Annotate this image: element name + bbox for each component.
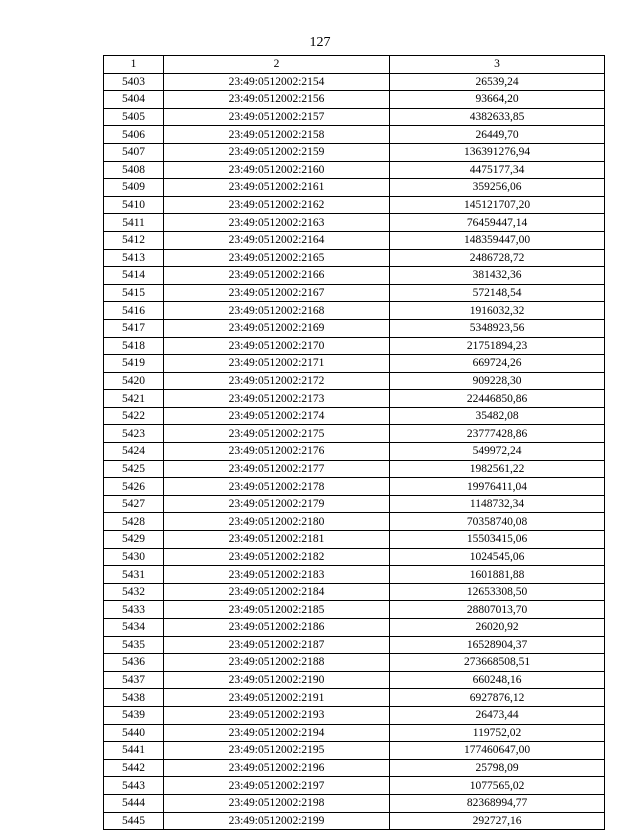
cadastral-number-cell: 23:49:0512002:2171 bbox=[164, 355, 390, 373]
cadastral-number-cell: 23:49:0512002:2154 bbox=[164, 73, 390, 91]
row-number-cell: 5429 bbox=[104, 531, 164, 549]
cadastral-number-cell: 23:49:0512002:2163 bbox=[164, 214, 390, 232]
table-row bbox=[104, 249, 605, 267]
cadastral-number-cell: 23:49:0512002:2179 bbox=[164, 495, 390, 513]
cadastral-number-cell: 23:49:0512002:2174 bbox=[164, 407, 390, 425]
value-cell: 26020,92 bbox=[390, 619, 605, 637]
cadastral-number-cell: 23:49:0512002:2159 bbox=[164, 143, 390, 161]
cadastral-number-cell: 23:49:0512002:2173 bbox=[164, 390, 390, 408]
cadastral-number-cell: 23:49:0512002:2166 bbox=[164, 267, 390, 285]
table-row bbox=[104, 671, 605, 689]
table-row bbox=[104, 143, 605, 161]
cadastral-number-cell: 23:49:0512002:2158 bbox=[164, 126, 390, 144]
row-number-cell: 5436 bbox=[104, 654, 164, 672]
value-cell: 22446850,86 bbox=[390, 390, 605, 408]
cadastral-number-cell: 23:49:0512002:2157 bbox=[164, 108, 390, 126]
row-number-cell: 5431 bbox=[104, 566, 164, 584]
table-row bbox=[104, 91, 605, 109]
row-number-cell: 5414 bbox=[104, 267, 164, 285]
data-table bbox=[103, 55, 605, 830]
cadastral-number-cell: 23:49:0512002:2170 bbox=[164, 337, 390, 355]
value-cell: 70358740,08 bbox=[390, 513, 605, 531]
value-cell: 25798,09 bbox=[390, 759, 605, 777]
cadastral-number-cell: 23:49:0512002:2194 bbox=[164, 724, 390, 742]
row-number-cell: 5430 bbox=[104, 548, 164, 566]
value-cell: 76459447,14 bbox=[390, 214, 605, 232]
table-row bbox=[104, 583, 605, 601]
row-number-cell: 5407 bbox=[104, 143, 164, 161]
row-number-cell: 5408 bbox=[104, 161, 164, 179]
table-row bbox=[104, 443, 605, 461]
row-number-cell: 5443 bbox=[104, 777, 164, 795]
cadastral-number-cell: 23:49:0512002:2197 bbox=[164, 777, 390, 795]
cadastral-number-cell: 23:49:0512002:2198 bbox=[164, 794, 390, 812]
value-cell: 6927876,12 bbox=[390, 689, 605, 707]
table-row bbox=[104, 73, 605, 91]
value-cell: 2486728,72 bbox=[390, 249, 605, 267]
table-row bbox=[104, 742, 605, 760]
cadastral-number-cell: 23:49:0512002:2161 bbox=[164, 179, 390, 197]
value-cell: 5348923,56 bbox=[390, 319, 605, 337]
cadastral-number-cell: 23:49:0512002:2176 bbox=[164, 443, 390, 461]
table-row bbox=[104, 548, 605, 566]
row-number-cell: 5420 bbox=[104, 372, 164, 390]
value-cell: 1077565,02 bbox=[390, 777, 605, 795]
value-cell: 1982561,22 bbox=[390, 460, 605, 478]
page-number: 127 bbox=[309, 35, 331, 50]
value-cell: 148359447,00 bbox=[390, 231, 605, 249]
row-number-cell: 5417 bbox=[104, 319, 164, 337]
table-row bbox=[104, 794, 605, 812]
cadastral-number-cell: 23:49:0512002:2177 bbox=[164, 460, 390, 478]
value-cell: 177460647,00 bbox=[390, 742, 605, 760]
cadastral-number-cell: 23:49:0512002:2168 bbox=[164, 302, 390, 320]
cadastral-number-cell: 23:49:0512002:2191 bbox=[164, 689, 390, 707]
table-row bbox=[104, 319, 605, 337]
row-number-cell: 5439 bbox=[104, 706, 164, 724]
table-row bbox=[104, 724, 605, 742]
cadastral-number-cell: 23:49:0512002:2156 bbox=[164, 91, 390, 109]
row-number-cell: 5424 bbox=[104, 443, 164, 461]
row-number-cell: 5426 bbox=[104, 478, 164, 496]
table-header bbox=[104, 56, 605, 74]
cadastral-number-cell: 23:49:0512002:2195 bbox=[164, 742, 390, 760]
row-number-cell: 5444 bbox=[104, 794, 164, 812]
value-cell: 35482,08 bbox=[390, 407, 605, 425]
cadastral-number-cell: 23:49:0512002:2190 bbox=[164, 671, 390, 689]
cadastral-number-cell: 23:49:0512002:2178 bbox=[164, 478, 390, 496]
cadastral-number-cell: 23:49:0512002:2186 bbox=[164, 619, 390, 637]
table-row bbox=[104, 302, 605, 320]
row-number-cell: 5410 bbox=[104, 196, 164, 214]
row-number-cell: 5406 bbox=[104, 126, 164, 144]
cadastral-number-cell: 23:49:0512002:2165 bbox=[164, 249, 390, 267]
table-row bbox=[104, 689, 605, 707]
value-cell: 572148,54 bbox=[390, 284, 605, 302]
table-row bbox=[104, 179, 605, 197]
value-cell: 145121707,20 bbox=[390, 196, 605, 214]
row-number-cell: 5440 bbox=[104, 724, 164, 742]
table-row bbox=[104, 531, 605, 549]
value-cell: 909228,30 bbox=[390, 372, 605, 390]
value-cell: 15503415,06 bbox=[390, 531, 605, 549]
row-number-cell: 5421 bbox=[104, 390, 164, 408]
value-cell: 93664,20 bbox=[390, 91, 605, 109]
table-header-row bbox=[104, 56, 605, 74]
table-row bbox=[104, 706, 605, 724]
value-cell: 12653308,50 bbox=[390, 583, 605, 601]
table-row bbox=[104, 759, 605, 777]
table-row bbox=[104, 372, 605, 390]
row-number-cell: 5415 bbox=[104, 284, 164, 302]
cadastral-number-cell: 23:49:0512002:2169 bbox=[164, 319, 390, 337]
value-cell: 273668508,51 bbox=[390, 654, 605, 672]
value-cell: 4382633,85 bbox=[390, 108, 605, 126]
cadastral-number-cell: 23:49:0512002:2172 bbox=[164, 372, 390, 390]
table-row bbox=[104, 126, 605, 144]
cadastral-number-cell: 23:49:0512002:2183 bbox=[164, 566, 390, 584]
table-row bbox=[104, 425, 605, 443]
table-row bbox=[104, 812, 605, 830]
cadastral-number-cell: 23:49:0512002:2199 bbox=[164, 812, 390, 830]
row-number-cell: 5416 bbox=[104, 302, 164, 320]
row-number-cell: 5435 bbox=[104, 636, 164, 654]
cadastral-number-cell: 23:49:0512002:2181 bbox=[164, 531, 390, 549]
table-row bbox=[104, 390, 605, 408]
value-cell: 549972,24 bbox=[390, 443, 605, 461]
table-row bbox=[104, 108, 605, 126]
row-number-cell: 5419 bbox=[104, 355, 164, 373]
table-row bbox=[104, 601, 605, 619]
row-number-cell: 5425 bbox=[104, 460, 164, 478]
row-number-cell: 5409 bbox=[104, 179, 164, 197]
row-number-cell: 5438 bbox=[104, 689, 164, 707]
value-cell: 4475177,34 bbox=[390, 161, 605, 179]
cadastral-number-cell: 23:49:0512002:2180 bbox=[164, 513, 390, 531]
row-number-cell: 5413 bbox=[104, 249, 164, 267]
table-row bbox=[104, 460, 605, 478]
value-cell: 82368994,77 bbox=[390, 794, 605, 812]
cadastral-number-cell: 23:49:0512002:2175 bbox=[164, 425, 390, 443]
header-cell-3: 3 bbox=[390, 56, 605, 74]
cadastral-number-cell: 23:49:0512002:2162 bbox=[164, 196, 390, 214]
value-cell: 16528904,37 bbox=[390, 636, 605, 654]
row-number-cell: 5432 bbox=[104, 583, 164, 601]
cadastral-number-cell: 23:49:0512002:2160 bbox=[164, 161, 390, 179]
row-number-cell: 5427 bbox=[104, 495, 164, 513]
row-number-cell: 5437 bbox=[104, 671, 164, 689]
table-row bbox=[104, 284, 605, 302]
cadastral-number-cell: 23:49:0512002:2196 bbox=[164, 759, 390, 777]
value-cell: 1601881,88 bbox=[390, 566, 605, 584]
row-number-cell: 5441 bbox=[104, 742, 164, 760]
header-cell-1: 1 bbox=[104, 56, 164, 74]
table-body bbox=[104, 73, 605, 830]
value-cell: 23777428,86 bbox=[390, 425, 605, 443]
table-row bbox=[104, 566, 605, 584]
value-cell: 19976411,04 bbox=[390, 478, 605, 496]
header-cell-2: 2 bbox=[164, 56, 390, 74]
value-cell: 669724,26 bbox=[390, 355, 605, 373]
row-number-cell: 5418 bbox=[104, 337, 164, 355]
table-row bbox=[104, 619, 605, 637]
row-number-cell: 5433 bbox=[104, 601, 164, 619]
value-cell: 26449,70 bbox=[390, 126, 605, 144]
cadastral-number-cell: 23:49:0512002:2188 bbox=[164, 654, 390, 672]
cadastral-number-cell: 23:49:0512002:2193 bbox=[164, 706, 390, 724]
value-cell: 359256,06 bbox=[390, 179, 605, 197]
table-row bbox=[104, 337, 605, 355]
row-number-cell: 5411 bbox=[104, 214, 164, 232]
table-row bbox=[104, 267, 605, 285]
row-number-cell: 5445 bbox=[104, 812, 164, 830]
value-cell: 119752,02 bbox=[390, 724, 605, 742]
row-number-cell: 5405 bbox=[104, 108, 164, 126]
table-row bbox=[104, 777, 605, 795]
value-cell: 381432,36 bbox=[390, 267, 605, 285]
value-cell: 28807013,70 bbox=[390, 601, 605, 619]
row-number-cell: 5423 bbox=[104, 425, 164, 443]
row-number-cell: 5422 bbox=[104, 407, 164, 425]
table-row bbox=[104, 214, 605, 232]
value-cell: 1916032,32 bbox=[390, 302, 605, 320]
value-cell: 26539,24 bbox=[390, 73, 605, 91]
table-row bbox=[104, 478, 605, 496]
table-row bbox=[104, 636, 605, 654]
table-row bbox=[104, 355, 605, 373]
value-cell: 1024545,06 bbox=[390, 548, 605, 566]
table-row bbox=[104, 231, 605, 249]
value-cell: 660248,16 bbox=[390, 671, 605, 689]
row-number-cell: 5434 bbox=[104, 619, 164, 637]
value-cell: 136391276,94 bbox=[390, 143, 605, 161]
table-row bbox=[104, 196, 605, 214]
row-number-cell: 5412 bbox=[104, 231, 164, 249]
row-number-cell: 5442 bbox=[104, 759, 164, 777]
cadastral-number-cell: 23:49:0512002:2182 bbox=[164, 548, 390, 566]
table-row bbox=[104, 513, 605, 531]
table-row bbox=[104, 161, 605, 179]
table-row bbox=[104, 495, 605, 513]
table-row bbox=[104, 654, 605, 672]
cadastral-number-cell: 23:49:0512002:2164 bbox=[164, 231, 390, 249]
value-cell: 26473,44 bbox=[390, 706, 605, 724]
cadastral-number-cell: 23:49:0512002:2187 bbox=[164, 636, 390, 654]
cadastral-number-cell: 23:49:0512002:2185 bbox=[164, 601, 390, 619]
row-number-cell: 5404 bbox=[104, 91, 164, 109]
value-cell: 1148732,34 bbox=[390, 495, 605, 513]
row-number-cell: 5403 bbox=[104, 73, 164, 91]
cadastral-number-cell: 23:49:0512002:2167 bbox=[164, 284, 390, 302]
row-number-cell: 5428 bbox=[104, 513, 164, 531]
cadastral-number-cell: 23:49:0512002:2184 bbox=[164, 583, 390, 601]
value-cell: 292727,16 bbox=[390, 812, 605, 830]
table-row bbox=[104, 407, 605, 425]
value-cell: 21751894,23 bbox=[390, 337, 605, 355]
